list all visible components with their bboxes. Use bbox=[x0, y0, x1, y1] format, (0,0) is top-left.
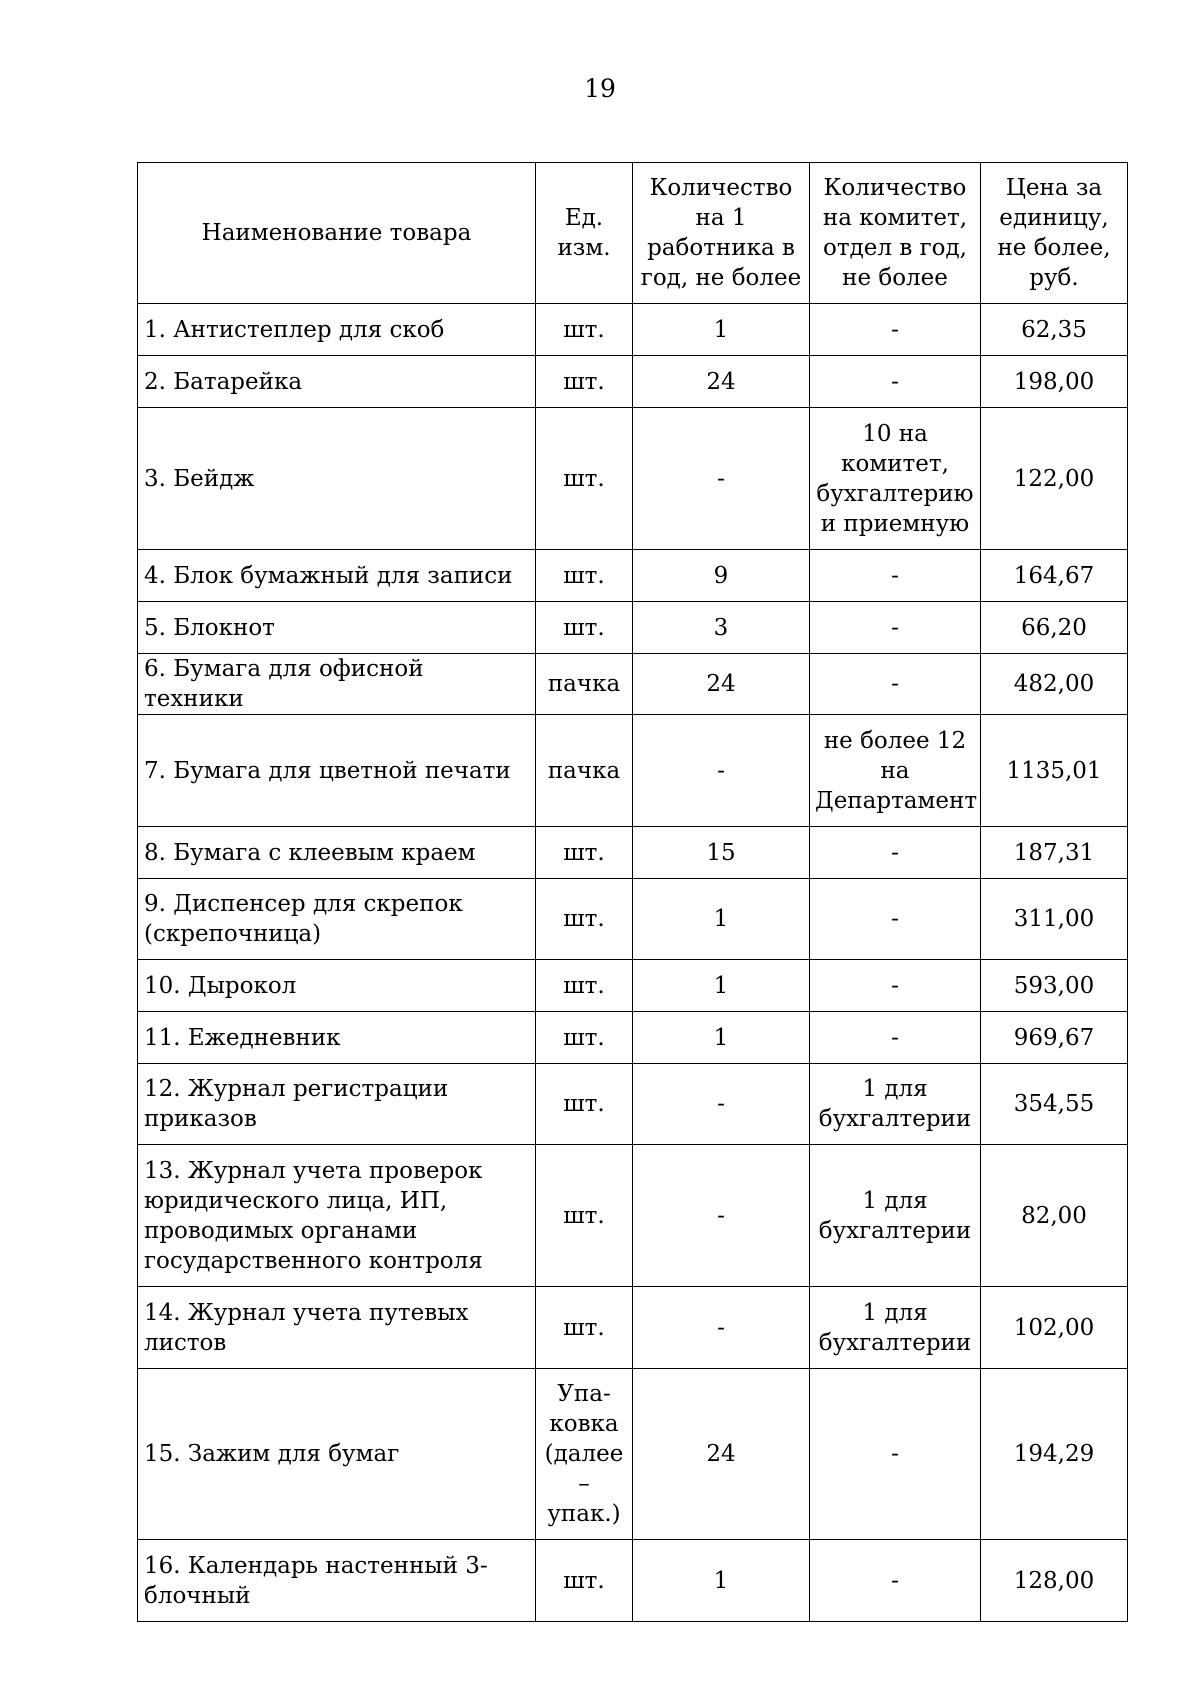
cell-price: 194,29 bbox=[981, 1369, 1128, 1540]
table-row bbox=[138, 1287, 1128, 1369]
table-row bbox=[138, 1145, 1128, 1287]
cell-qty-committee: - bbox=[810, 960, 981, 1012]
cell-unit: шт. bbox=[536, 960, 633, 1012]
cell-qty-worker: 9 bbox=[633, 550, 810, 602]
cell-qty-committee: - bbox=[810, 654, 981, 715]
cell-qty-worker: 1 bbox=[633, 1540, 810, 1622]
cell-price: 187,31 bbox=[981, 827, 1128, 879]
cell-price: 198,00 bbox=[981, 356, 1128, 408]
cell-unit: шт. bbox=[536, 304, 633, 356]
cell-price: 969,67 bbox=[981, 1012, 1128, 1064]
cell-qty-committee: - bbox=[810, 356, 981, 408]
cell-unit: шт. bbox=[536, 879, 633, 960]
cell-unit: шт. bbox=[536, 602, 633, 654]
cell-qty-committee: - bbox=[810, 1012, 981, 1064]
cell-price: 354,55 bbox=[981, 1064, 1128, 1145]
cell-qty-committee: - bbox=[810, 827, 981, 879]
cell-qty-worker: 1 bbox=[633, 1012, 810, 1064]
goods-table bbox=[137, 162, 1128, 1622]
cell-qty-committee: не более 12 на Департамент bbox=[810, 715, 981, 827]
cell-qty-committee: - bbox=[810, 1369, 981, 1540]
cell-name: 7. Бумага для цветной печати bbox=[138, 715, 536, 827]
header-price: Цена за единицу, не более, руб. bbox=[981, 163, 1128, 304]
cell-qty-committee: - bbox=[810, 602, 981, 654]
cell-qty-worker: 15 bbox=[633, 827, 810, 879]
table-row bbox=[138, 654, 1128, 715]
cell-price: 128,00 bbox=[981, 1540, 1128, 1622]
table-row bbox=[138, 602, 1128, 654]
cell-qty-committee: 10 на комитет, бухгалтерию и приемную bbox=[810, 408, 981, 550]
cell-unit: шт. bbox=[536, 827, 633, 879]
cell-unit: шт. bbox=[536, 1012, 633, 1064]
cell-qty-committee: 1 для бухгалтерии bbox=[810, 1287, 981, 1369]
cell-unit: шт. bbox=[536, 1145, 633, 1287]
cell-name: 8. Бумага с клеевым краем bbox=[138, 827, 536, 879]
cell-qty-worker: 1 bbox=[633, 960, 810, 1012]
cell-qty-worker: 24 bbox=[633, 356, 810, 408]
table-row bbox=[138, 550, 1128, 602]
cell-unit: пачка bbox=[536, 654, 633, 715]
cell-unit: шт. bbox=[536, 1287, 633, 1369]
cell-name: 2. Батарейка bbox=[138, 356, 536, 408]
cell-qty-worker: 1 bbox=[633, 879, 810, 960]
table-row bbox=[138, 1369, 1128, 1540]
cell-qty-worker: 24 bbox=[633, 1369, 810, 1540]
cell-qty-committee: - bbox=[810, 879, 981, 960]
table-row bbox=[138, 715, 1128, 827]
cell-price: 482,00 bbox=[981, 654, 1128, 715]
table-row bbox=[138, 1540, 1128, 1622]
cell-name: 11. Ежедневник bbox=[138, 1012, 536, 1064]
table-row bbox=[138, 1012, 1128, 1064]
table-row bbox=[138, 304, 1128, 356]
cell-name: 9. Диспенсер для скрепок (скрепочница) bbox=[138, 879, 536, 960]
cell-unit: шт. bbox=[536, 408, 633, 550]
cell-qty-committee: - bbox=[810, 304, 981, 356]
header-unit: Ед. изм. bbox=[536, 163, 633, 304]
cell-qty-worker: - bbox=[633, 408, 810, 550]
table-row bbox=[138, 827, 1128, 879]
cell-name: 10. Дырокол bbox=[138, 960, 536, 1012]
cell-price: 311,00 bbox=[981, 879, 1128, 960]
cell-qty-worker: - bbox=[633, 1064, 810, 1145]
cell-name: 6. Бумага для офисной техники bbox=[138, 654, 536, 715]
cell-price: 82,00 bbox=[981, 1145, 1128, 1287]
cell-qty-committee: 1 для бухгалтерии bbox=[810, 1064, 981, 1145]
cell-price: 593,00 bbox=[981, 960, 1128, 1012]
cell-price: 1135,01 bbox=[981, 715, 1128, 827]
cell-name: 13. Журнал учета проверок юридического лица, ИП, проводимых органами государственного контроля bbox=[138, 1145, 536, 1287]
cell-qty-worker: - bbox=[633, 1287, 810, 1369]
cell-unit: пачка bbox=[536, 715, 633, 827]
table-row bbox=[138, 408, 1128, 550]
cell-name: 4. Блок бумажный для записи bbox=[138, 550, 536, 602]
cell-price: 122,00 bbox=[981, 408, 1128, 550]
cell-unit: шт. bbox=[536, 1064, 633, 1145]
cell-qty-worker: 3 bbox=[633, 602, 810, 654]
table-row bbox=[138, 356, 1128, 408]
table-row bbox=[138, 1064, 1128, 1145]
cell-qty-worker: - bbox=[633, 715, 810, 827]
cell-unit: шт. bbox=[536, 356, 633, 408]
cell-price: 102,00 bbox=[981, 1287, 1128, 1369]
cell-name: 15. Зажим для бумаг bbox=[138, 1369, 536, 1540]
cell-name: 1. Антистеплер для скоб bbox=[138, 304, 536, 356]
header-qty-per-worker: Количество на 1 работника в год, не более bbox=[633, 163, 810, 304]
header-qty-per-committee: Количество на комитет, отдел в год, не более bbox=[810, 163, 981, 304]
cell-qty-worker: 1 bbox=[633, 304, 810, 356]
cell-price: 62,35 bbox=[981, 304, 1128, 356]
cell-name: 3. Бейдж bbox=[138, 408, 536, 550]
cell-name: 16. Календарь настенный 3-блочный bbox=[138, 1540, 536, 1622]
cell-qty-worker: 24 bbox=[633, 654, 810, 715]
cell-price: 164,67 bbox=[981, 550, 1128, 602]
cell-qty-committee: 1 для бухгалтерии bbox=[810, 1145, 981, 1287]
header-name: Наименование товара bbox=[138, 163, 536, 304]
table-row bbox=[138, 879, 1128, 960]
cell-qty-committee: - bbox=[810, 550, 981, 602]
cell-unit: шт. bbox=[536, 1540, 633, 1622]
header-row bbox=[138, 163, 1128, 304]
table-row bbox=[138, 960, 1128, 1012]
page-number: 19 bbox=[584, 74, 616, 103]
cell-qty-committee: - bbox=[810, 1540, 981, 1622]
cell-price: 66,20 bbox=[981, 602, 1128, 654]
cell-qty-worker: - bbox=[633, 1145, 810, 1287]
cell-unit: шт. bbox=[536, 550, 633, 602]
cell-name: 14. Журнал учета путевых листов bbox=[138, 1287, 536, 1369]
cell-unit: Упа-ковка (далее – упак.) bbox=[536, 1369, 633, 1540]
cell-name: 5. Блокнот bbox=[138, 602, 536, 654]
cell-name: 12. Журнал регистрации приказов bbox=[138, 1064, 536, 1145]
